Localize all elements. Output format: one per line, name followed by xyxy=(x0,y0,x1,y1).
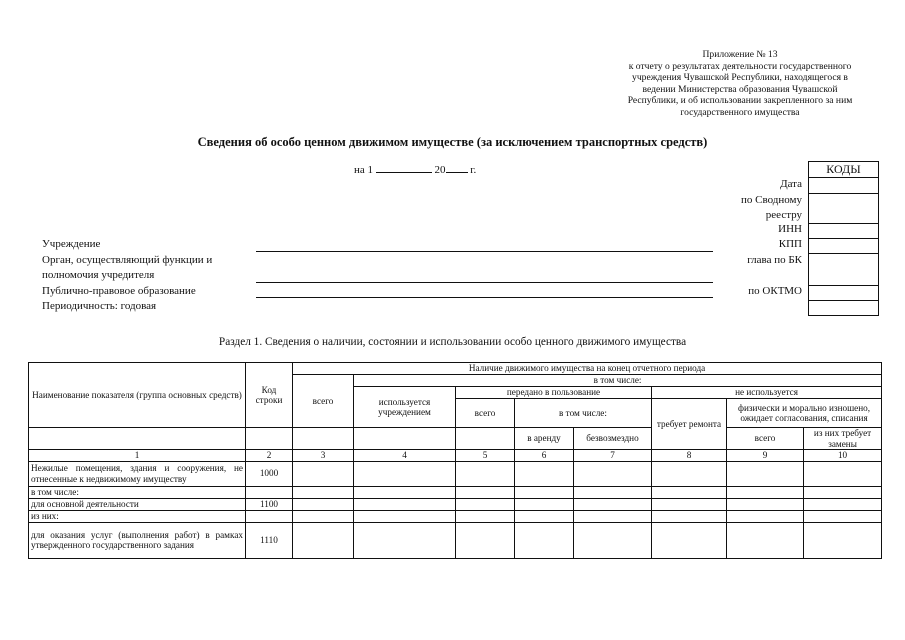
row-code: 1100 xyxy=(246,498,293,510)
row-code: 1000 xyxy=(246,461,293,486)
row-name: для оказания услуг (выполнения работ) в рамках утвержденного государственного задания xyxy=(29,522,246,558)
value-cell[interactable] xyxy=(293,498,354,510)
header-total: всего xyxy=(293,375,354,428)
value-cell[interactable] xyxy=(515,461,574,486)
code-cell-oktmo[interactable] xyxy=(809,286,879,301)
value-cell[interactable] xyxy=(293,486,354,498)
date-prefix: на 1 xyxy=(354,164,374,176)
column-number: 1 xyxy=(29,450,246,462)
value-cell[interactable] xyxy=(574,522,652,558)
value-cell[interactable] xyxy=(804,510,882,522)
value-cell[interactable] xyxy=(354,486,456,498)
value-cell[interactable] xyxy=(515,486,574,498)
code-cell-inn[interactable] xyxy=(809,224,879,239)
value-cell[interactable] xyxy=(354,498,456,510)
code-cell-periodicity[interactable] xyxy=(809,301,879,316)
document-title: Сведения об особо ценном движимом имуществе (за исключением транспортных средств) xyxy=(197,135,708,149)
row-name: из них: xyxy=(29,510,246,522)
header-transferred-including: в том числе: xyxy=(515,399,652,428)
table-row xyxy=(29,486,882,498)
header-worn-out: физически и морально изношено, ожидает согласования, списания xyxy=(727,399,882,428)
label-public-entity: Публично-правовое образование xyxy=(42,285,196,297)
value-cell[interactable] xyxy=(574,510,652,522)
code-cell-registry[interactable] xyxy=(809,194,879,224)
row-name: Нежилые помещения, здания и сооружения, не отнесенные к недвижимому имуществу xyxy=(29,461,246,486)
column-number: 8 xyxy=(652,450,727,462)
label-bk: глава по БК xyxy=(747,254,802,266)
value-cell[interactable] xyxy=(652,510,727,522)
date-suffix: г. xyxy=(470,164,477,176)
value-cell[interactable] xyxy=(804,461,882,486)
value-cell[interactable] xyxy=(727,486,804,498)
date-year-prefix: 20 xyxy=(434,164,446,176)
section-title: Раздел 1. Сведения о наличии, состоянии и использовании особо ценного движимого имущества xyxy=(218,336,687,348)
header-name-cont xyxy=(29,428,246,450)
appendix-line: государственного имущества xyxy=(680,106,800,118)
value-cell[interactable] xyxy=(456,522,515,558)
header-tr-total-cont xyxy=(456,428,515,450)
public-entity-input-line[interactable] xyxy=(256,297,713,298)
appendix-note xyxy=(600,49,880,119)
header-not-used: не используется xyxy=(652,387,882,399)
value-cell[interactable] xyxy=(652,486,727,498)
label-institution: Учреждение xyxy=(42,238,101,250)
column-number: 10 xyxy=(804,450,882,462)
label-registry-1: по Сводному xyxy=(740,194,802,206)
value-cell[interactable] xyxy=(456,461,515,486)
value-cell[interactable] xyxy=(293,522,354,558)
value-cell[interactable] xyxy=(652,522,727,558)
appendix-line: Республики, и об использовании закрепленного за ним xyxy=(627,95,853,107)
value-cell[interactable] xyxy=(354,510,456,522)
label-date: Дата xyxy=(780,178,802,190)
value-cell[interactable] xyxy=(354,461,456,486)
value-cell[interactable] xyxy=(804,522,882,558)
header-needs-replacement: из них требует замены xyxy=(804,428,882,450)
codes-header: КОДЫ xyxy=(809,162,879,178)
header-code-cont xyxy=(246,428,293,450)
table-row xyxy=(29,522,882,558)
report-date-line xyxy=(354,162,476,176)
row-code xyxy=(246,486,293,498)
table-row xyxy=(29,510,882,522)
column-number: 9 xyxy=(727,450,804,462)
value-cell[interactable] xyxy=(456,510,515,522)
value-cell[interactable] xyxy=(727,498,804,510)
column-number: 5 xyxy=(456,450,515,462)
value-cell[interactable] xyxy=(727,510,804,522)
column-number: 3 xyxy=(293,450,354,462)
date-year-blank[interactable] xyxy=(446,162,468,173)
appendix-line: к отчету о результатах деятельности государственного xyxy=(628,60,852,72)
label-kpp: КПП xyxy=(778,238,802,250)
codes-table xyxy=(808,161,879,316)
header-free: безвозмездно xyxy=(574,428,652,450)
header-needs-repair: требует ремонта xyxy=(652,399,727,450)
institution-input-line[interactable] xyxy=(256,251,713,252)
value-cell[interactable] xyxy=(293,461,354,486)
column-number: 2 xyxy=(246,450,293,462)
appendix-line: учреждения Чувашской Республики, находящегося в xyxy=(632,72,848,84)
code-cell-kpp[interactable] xyxy=(809,239,879,254)
header-total-cont xyxy=(293,428,354,450)
date-month-blank[interactable] xyxy=(376,162,432,173)
value-cell[interactable] xyxy=(804,498,882,510)
header-transferred-total: всего xyxy=(456,399,515,428)
header-indicator-name: Наименование показателя (группа основных средств) xyxy=(29,363,246,428)
header-used-cont xyxy=(354,428,456,450)
value-cell[interactable] xyxy=(727,522,804,558)
property-table xyxy=(28,362,882,559)
value-cell[interactable] xyxy=(652,461,727,486)
value-cell[interactable] xyxy=(515,510,574,522)
value-cell[interactable] xyxy=(293,510,354,522)
header-presence: Наличие движимого имущества на конец отчетного периода xyxy=(293,363,882,375)
column-number: 6 xyxy=(515,450,574,462)
value-cell[interactable] xyxy=(456,498,515,510)
column-number: 4 xyxy=(354,450,456,462)
header-rent: в аренду xyxy=(515,428,574,450)
label-organ-2: полномочия учредителя xyxy=(42,269,155,281)
value-cell[interactable] xyxy=(574,461,652,486)
label-periodicity: Периодичность: годовая xyxy=(42,300,157,312)
appendix-line: ведении Министерства образования Чувашской xyxy=(642,83,838,95)
header-worn-total: всего xyxy=(727,428,804,450)
organ-input-line[interactable] xyxy=(256,282,713,283)
header-transferred: передано в пользование xyxy=(456,387,652,399)
column-number: 7 xyxy=(574,450,652,462)
value-cell[interactable] xyxy=(574,498,652,510)
value-cell[interactable] xyxy=(652,498,727,510)
row-name: для основной деятельности xyxy=(29,498,246,510)
row-name: в том числе: xyxy=(29,486,246,498)
label-organ-1: Орган, осуществляющий функции и xyxy=(42,254,213,266)
value-cell[interactable] xyxy=(574,486,652,498)
appendix-line: Приложение № 13 xyxy=(702,49,778,60)
value-cell[interactable] xyxy=(727,461,804,486)
value-cell[interactable] xyxy=(515,498,574,510)
header-including: в том числе: xyxy=(354,375,882,387)
header-row-code: Код строки xyxy=(246,363,293,428)
label-inn: ИНН xyxy=(778,223,802,235)
row-code xyxy=(246,510,293,522)
label-oktmo: по ОКТМО xyxy=(748,285,802,297)
header-used-by-institution: используется учреждением xyxy=(354,387,456,428)
value-cell[interactable] xyxy=(804,486,882,498)
label-registry-2: реестру xyxy=(765,209,802,221)
value-cell[interactable] xyxy=(354,522,456,558)
value-cell[interactable] xyxy=(515,522,574,558)
code-cell-bk[interactable] xyxy=(809,254,879,286)
row-code: 1110 xyxy=(246,522,293,558)
value-cell[interactable] xyxy=(456,486,515,498)
table-row xyxy=(29,498,882,510)
code-cell-date[interactable] xyxy=(809,178,879,194)
table-row xyxy=(29,461,882,486)
